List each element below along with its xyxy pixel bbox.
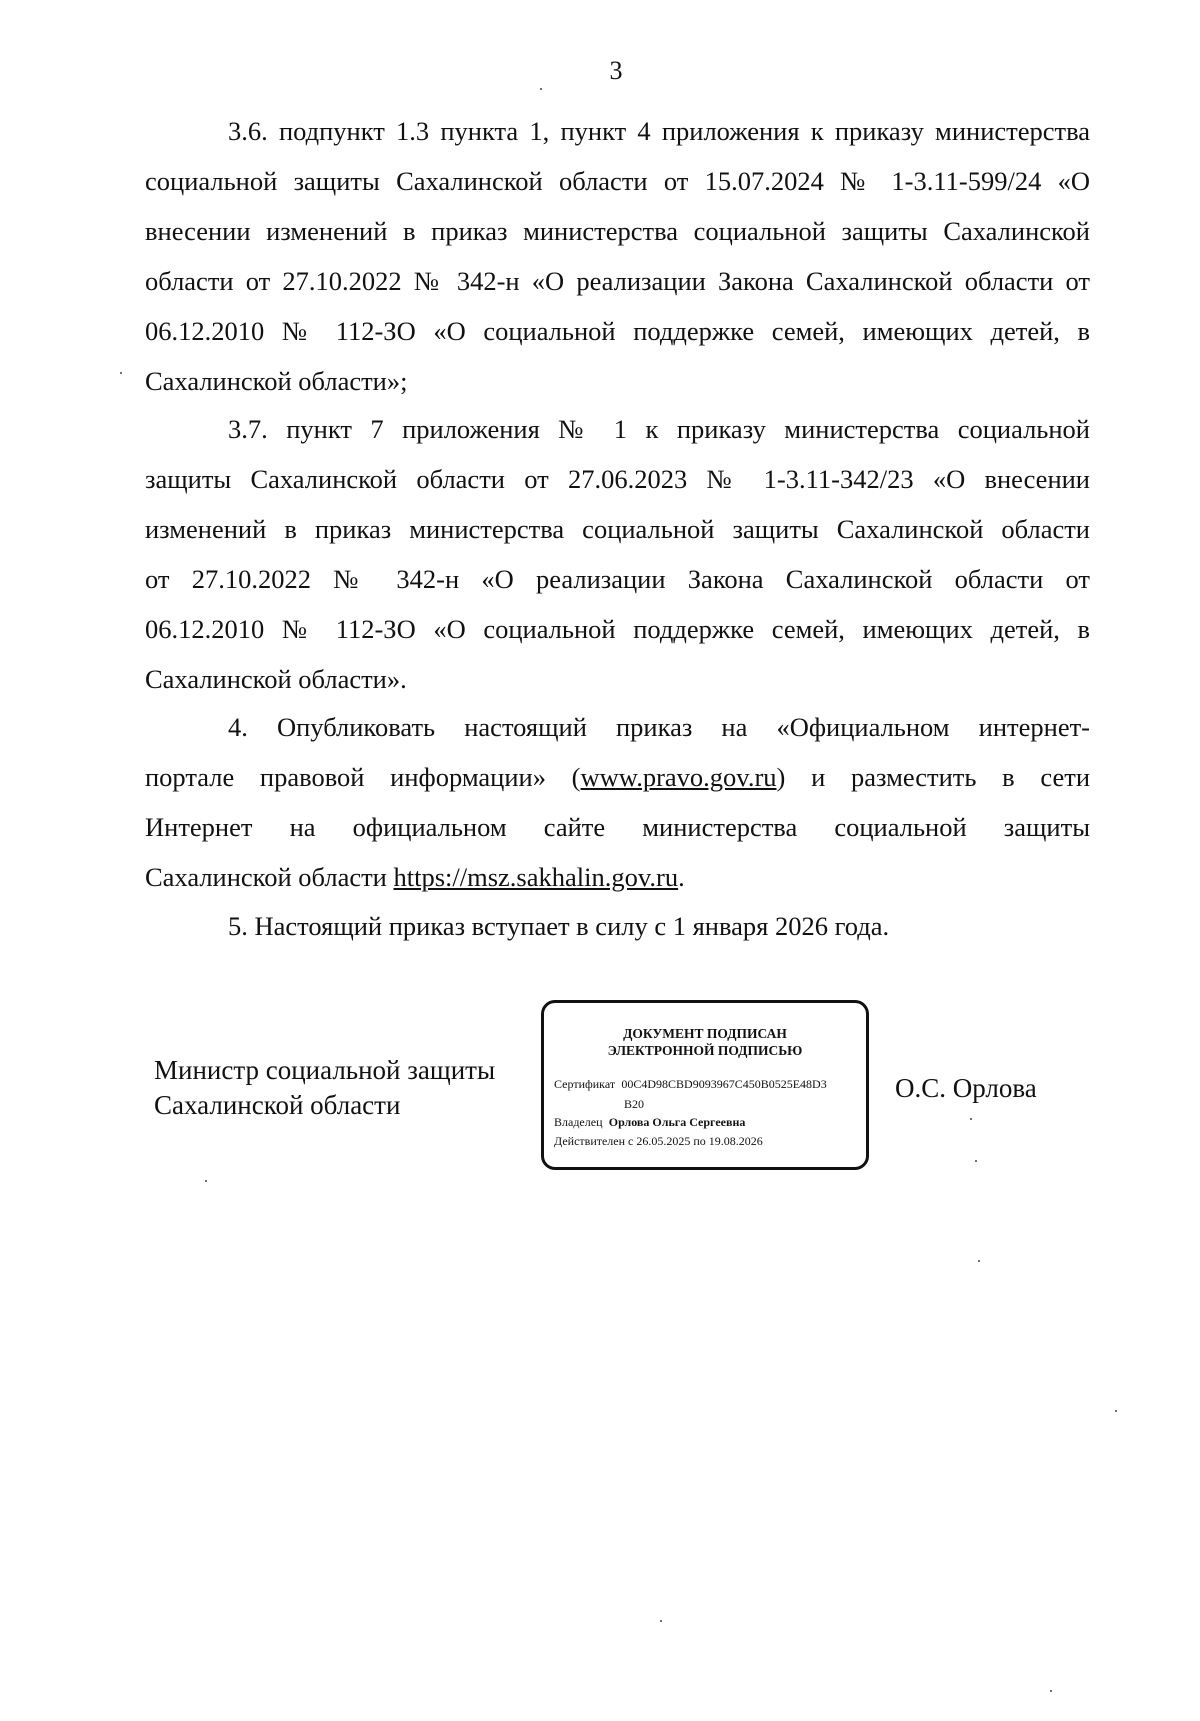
scan-speck [978,1260,980,1262]
text-line: изменений в приказ министерства социальной защиты Сахалинской области [145,514,1090,544]
paragraph-4 [145,702,1090,902]
text-line: социальной защиты Сахалинской области от 15.07.2024 № 1-3.11-599/24 «О [145,166,1090,196]
text-line: 3.7. пункт 7 приложения № 1 к приказу министерства социальной [228,414,1090,444]
stamp-title-line: ДОКУМЕНТ ПОДПИСАН [623,1026,787,1041]
scan-speck [205,1180,207,1182]
certificate-label: Сертификат [554,1077,616,1091]
stamp-certificate [554,1077,827,1092]
paragraph-5 [145,901,1090,951]
stamp-title-line: ЭЛЕКТРОННОЙ ПОДПИСЬЮ [607,1043,803,1058]
scan-speck [975,1160,977,1162]
text-line [145,752,1090,802]
certificate-value-cont: B20 [624,1097,645,1111]
text-line [145,852,1090,902]
scan-speck [1050,1690,1052,1692]
text-line: 3.6. подпункт 1.3 пункта 1, пункт 4 приложения к приказу министерства [228,116,1090,146]
text-line: 06.12.2010 № 112-ЗО «О социальной поддержке семей, имеющих детей, в [145,316,1090,346]
stamp-title [544,1025,866,1059]
text-line: от 27.10.2022 № 342-н «О реализации Закона Сахалинской области от [145,564,1090,594]
text-line: внесении изменений в приказ министерства социальной защиты Сахалинской [145,216,1090,246]
text-line: Сахалинской области». [145,664,407,694]
scan-speck [540,88,542,90]
text-line: 06.12.2010 № 112-ЗО «О социальной поддержке семей, имеющих детей, в [145,614,1090,644]
signatory-name: О.С. Орлова [895,1073,1037,1103]
electronic-signature-stamp [541,1000,869,1170]
stamp-owner [554,1115,745,1130]
stamp-validity [554,1134,763,1149]
owner-value: Орлова Ольга Сергеевна [608,1115,746,1129]
scan-speck [120,372,122,374]
position-line: Сахалинской области [154,1090,401,1120]
text-line: защиты Сахалинской области от 27.06.2023 № 1-3.11-342/23 «О внесении [145,464,1090,494]
paragraph-3-7 [145,404,1090,704]
scan-speck [970,1118,972,1120]
text-line: области от 27.10.2022 № 342-н «О реализации Закона Сахалинской области от [145,266,1090,296]
text-line: 5. Настоящий приказ вступает в силу с 1 января 2026 года. [228,911,890,941]
validity-text: Действителен с 26.05.2025 по 19.08.2026 [554,1134,763,1148]
signatory-position [154,1053,495,1123]
text-fragment: Сахалинской области [145,862,394,892]
scan-speck [660,1620,662,1622]
pravo-link[interactable]: www.pravo.gov.ru [580,762,777,792]
owner-label: Владелец [554,1115,603,1129]
text-line: Сахалинской области»; [145,366,408,396]
text-line: Интернет на официальном сайте министерства социальной защиты [145,812,1090,842]
text-fragment: . [678,862,685,892]
position-line: Министр социальной защиты [154,1055,496,1085]
stamp-certificate-cont [624,1097,644,1112]
msz-sakhalin-link[interactable]: https://msz.sakhalin.gov.ru [393,862,679,892]
text-fragment: ) и разместить в сети [776,762,1091,792]
paragraph-3-6 [145,106,1090,406]
page-number: 3 [609,56,623,85]
text-line: 4. Опубликовать настоящий приказ на «Официальном интернет- [228,712,1090,742]
scan-speck [1115,1410,1117,1412]
text-fragment: порталe правовой информации» ( [145,762,581,792]
certificate-value: 00C4D98CBD9093967C450B0525E48D3 [621,1077,827,1091]
